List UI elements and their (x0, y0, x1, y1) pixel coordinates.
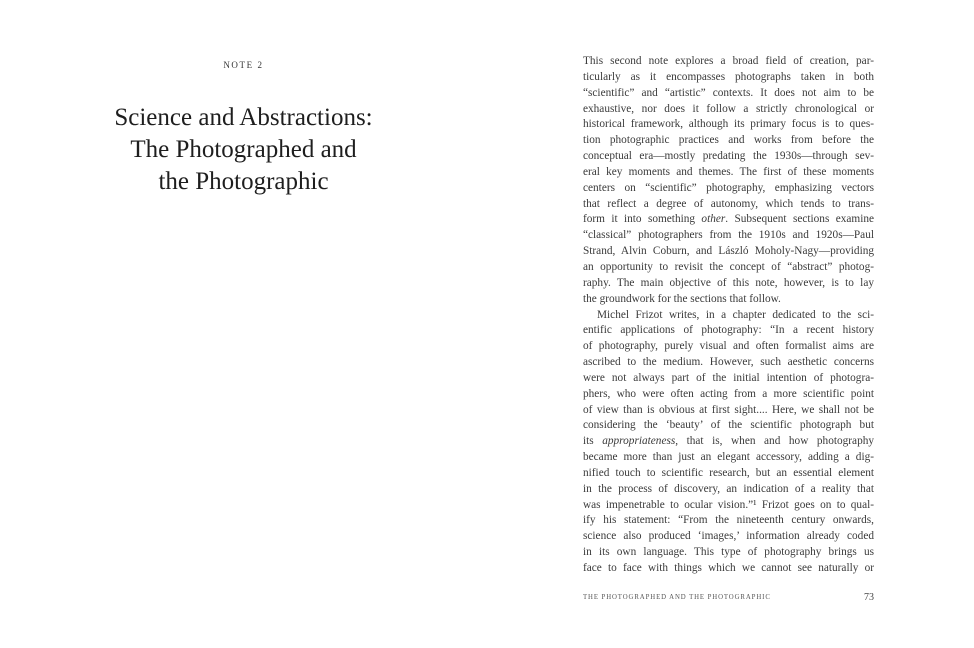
body-text (583, 54, 874, 577)
chapter-title-line: Science and Abstractions: (114, 104, 373, 131)
right-page (487, 0, 974, 648)
text-line: the groundwork for the sections that follow. (583, 292, 781, 305)
text-line: “scientific” and “artistic” contexts. It does not aim to be (583, 86, 874, 99)
text-line: entific applications of photography: “In a recent history (583, 324, 874, 337)
text-line: were not always part of the initial intention of photogra- (583, 371, 874, 384)
text-line: eral key moments and themes. The first of these moments (583, 165, 874, 178)
text-line: conceptual era—mostly predating the 1930s—through sev- (583, 150, 874, 163)
text-line: became more than just an elegant accessory, adding a dig- (583, 451, 874, 464)
text-line: considering the ‘beauty’ of the scientific photograph but (583, 419, 874, 432)
chapter-title (0, 102, 487, 198)
text-line: an opportunity to revisit the concept of “abstract” photog- (583, 260, 874, 273)
note-label: NOTE 2 (223, 60, 264, 70)
text-line: its appropriateness, that is, when and how photography (583, 435, 875, 448)
text-line: science also produced ‘images,’ information already coded (583, 530, 874, 543)
text-line: Michel Frizot writes, in a chapter dedicated to the sci- (597, 308, 874, 321)
text-line: that reflect a degree of autonomy, which tends to trans- (583, 197, 874, 210)
text-line: ify his statement: “From the nineteenth century onwards, (583, 514, 874, 527)
text-line: form it into something other. Subsequent sections examine (583, 213, 875, 226)
text-line: “classical” photographers from the 1910s and 1920s—Paul (583, 229, 874, 242)
text-line: ascribed to the medium. However, such aesthetic concerns (583, 356, 874, 369)
text-line: tion photographic practices and works from before the (583, 134, 874, 147)
text-line: historical framework, although its primary focus is to ques- (583, 118, 874, 131)
text-line: Strand, Alvin Coburn, and László Moholy-Nagy—providing (583, 245, 874, 258)
text-line: in the process of discovery, an indication of a reality that (583, 482, 874, 495)
text-line: phers, who were often acting from a more scientific point (583, 387, 874, 400)
page-number: 73 (864, 592, 874, 603)
text-line: of photography, purely visual and often formalist aims are (583, 340, 874, 353)
text-line: nified touch to scientific research, but an essential element (583, 466, 874, 479)
text-line: centers on “scientific” photography, emphasizing vectors (583, 181, 874, 194)
text-line: in its own language. This type of photography brings us (583, 546, 874, 559)
text-line: was impenetrable to ocular vision.”¹ Frizot goes on to qual- (583, 498, 874, 511)
chapter-title-line: the Photographic (158, 168, 329, 195)
text-line: face to face with things which we cannot see naturally or (583, 562, 874, 574)
text-line: raphy. The main objective of this note, however, is to lay (583, 276, 874, 289)
text-line: ticularly as it encompasses photographs taken in both (583, 70, 874, 83)
chapter-title-line: The Photographed and (130, 136, 357, 163)
text-line: exhaustive, nor does it follow a strictly chronological or (583, 102, 874, 115)
text-line: of view than is obvious at first sight.... Here, we shall not be (583, 403, 874, 416)
text-line: This second note explores a broad field of creation, par- (583, 55, 874, 67)
running-footer: THE PHOTOGRAPHED AND THE PHOTOGRAPHIC (583, 594, 771, 601)
